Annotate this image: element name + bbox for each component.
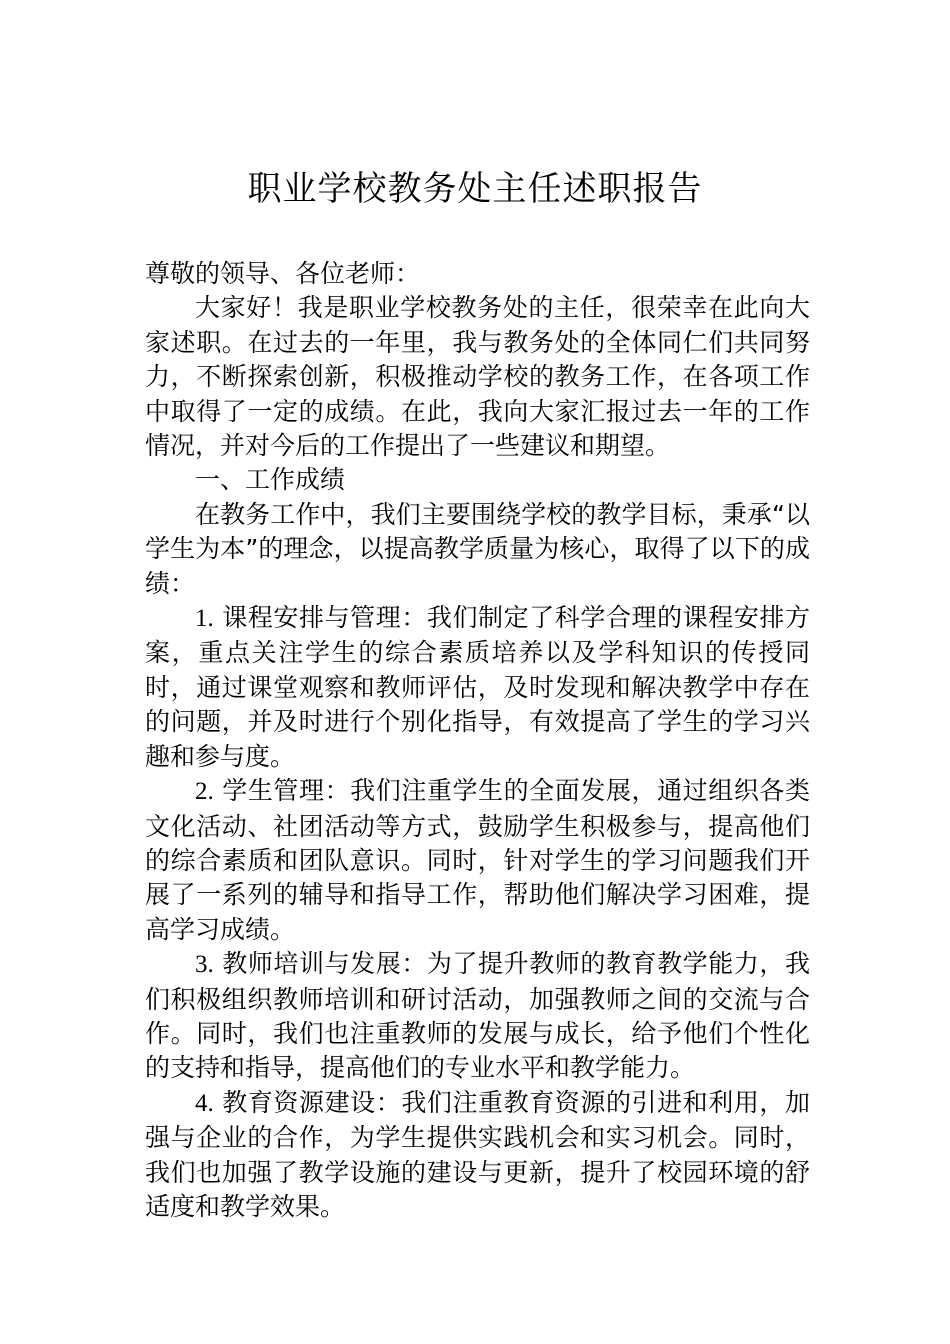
document-title: 职业学校教务处主任述职报告: [247, 169, 703, 209]
section-heading: 一、工作成绩: [195, 465, 346, 495]
list-item-text: 教育资源建设：我们注重教育资源的引进和利用，加强与企业的合作，为学生提供实践机会和实习机会。同时，我们也加强了教学设施的建设与更新，提升了校园环境的舒适度和教学效果。: [145, 1087, 810, 1221]
list-item: [145, 947, 810, 1086]
list-item: [145, 774, 810, 947]
salutation: 尊敬的领导、各位老师：: [145, 259, 421, 288]
list-item-number: 4.: [195, 1089, 214, 1117]
list-item-text: 学生管理：我们注重学生的全面发展，通过组织各类文化活动、社团活动等方式，鼓励学生积极参与，提高他们的综合素质和团队意识。同时，针对学生的学习问题我们开展了一系列的辅导和指导工作，帮助他们解决学习困难，提高学习成绩。: [145, 776, 810, 944]
list-item: [145, 1086, 810, 1225]
list-item-number: 1.: [195, 605, 214, 633]
list-item-text: 课程安排与管理：我们制定了科学合理的课程安排方案，重点关注学生的综合素质培养以及学科知识的传授同时，通过课堂观察和教师评估，及时发现和解决教学中存在的问题，并及时进行个别化指导，有效提高了学生的学习兴趣和参与度。: [145, 603, 810, 771]
list-item-number: 2.: [195, 778, 214, 806]
list-item: [145, 601, 810, 774]
document-body: [145, 257, 810, 1224]
list-item-number: 3.: [195, 951, 214, 979]
list-item-text: 教师培训与发展：为了提升教师的教育教学能力，我们积极组织教师培训和研讨活动，加强教师之间的交流与合作。同时，我们也注重教师的发展与成长，给予他们个性化的支持和指导，提高他们的专业水平和教学能力。: [145, 949, 810, 1083]
intro-paragraph: 大家好！我是职业学校教务处的主任，很荣幸在此向大家述职。在过去的一年里，我与教务处的全体同仁们共同努力，不断探索创新，积极推动学校的教务工作，在各项工作中取得了一定的成绩。在此，我向大家汇报过去一年的工作情况，并对今后的工作提出了一些建议和期望。: [145, 293, 810, 461]
section-intro-paragraph: 在教务工作中，我们主要围绕学校的教学目标，秉承“以学生为本”的理念，以提高教学质量为核心，取得了以下的成绩：: [145, 499, 810, 598]
